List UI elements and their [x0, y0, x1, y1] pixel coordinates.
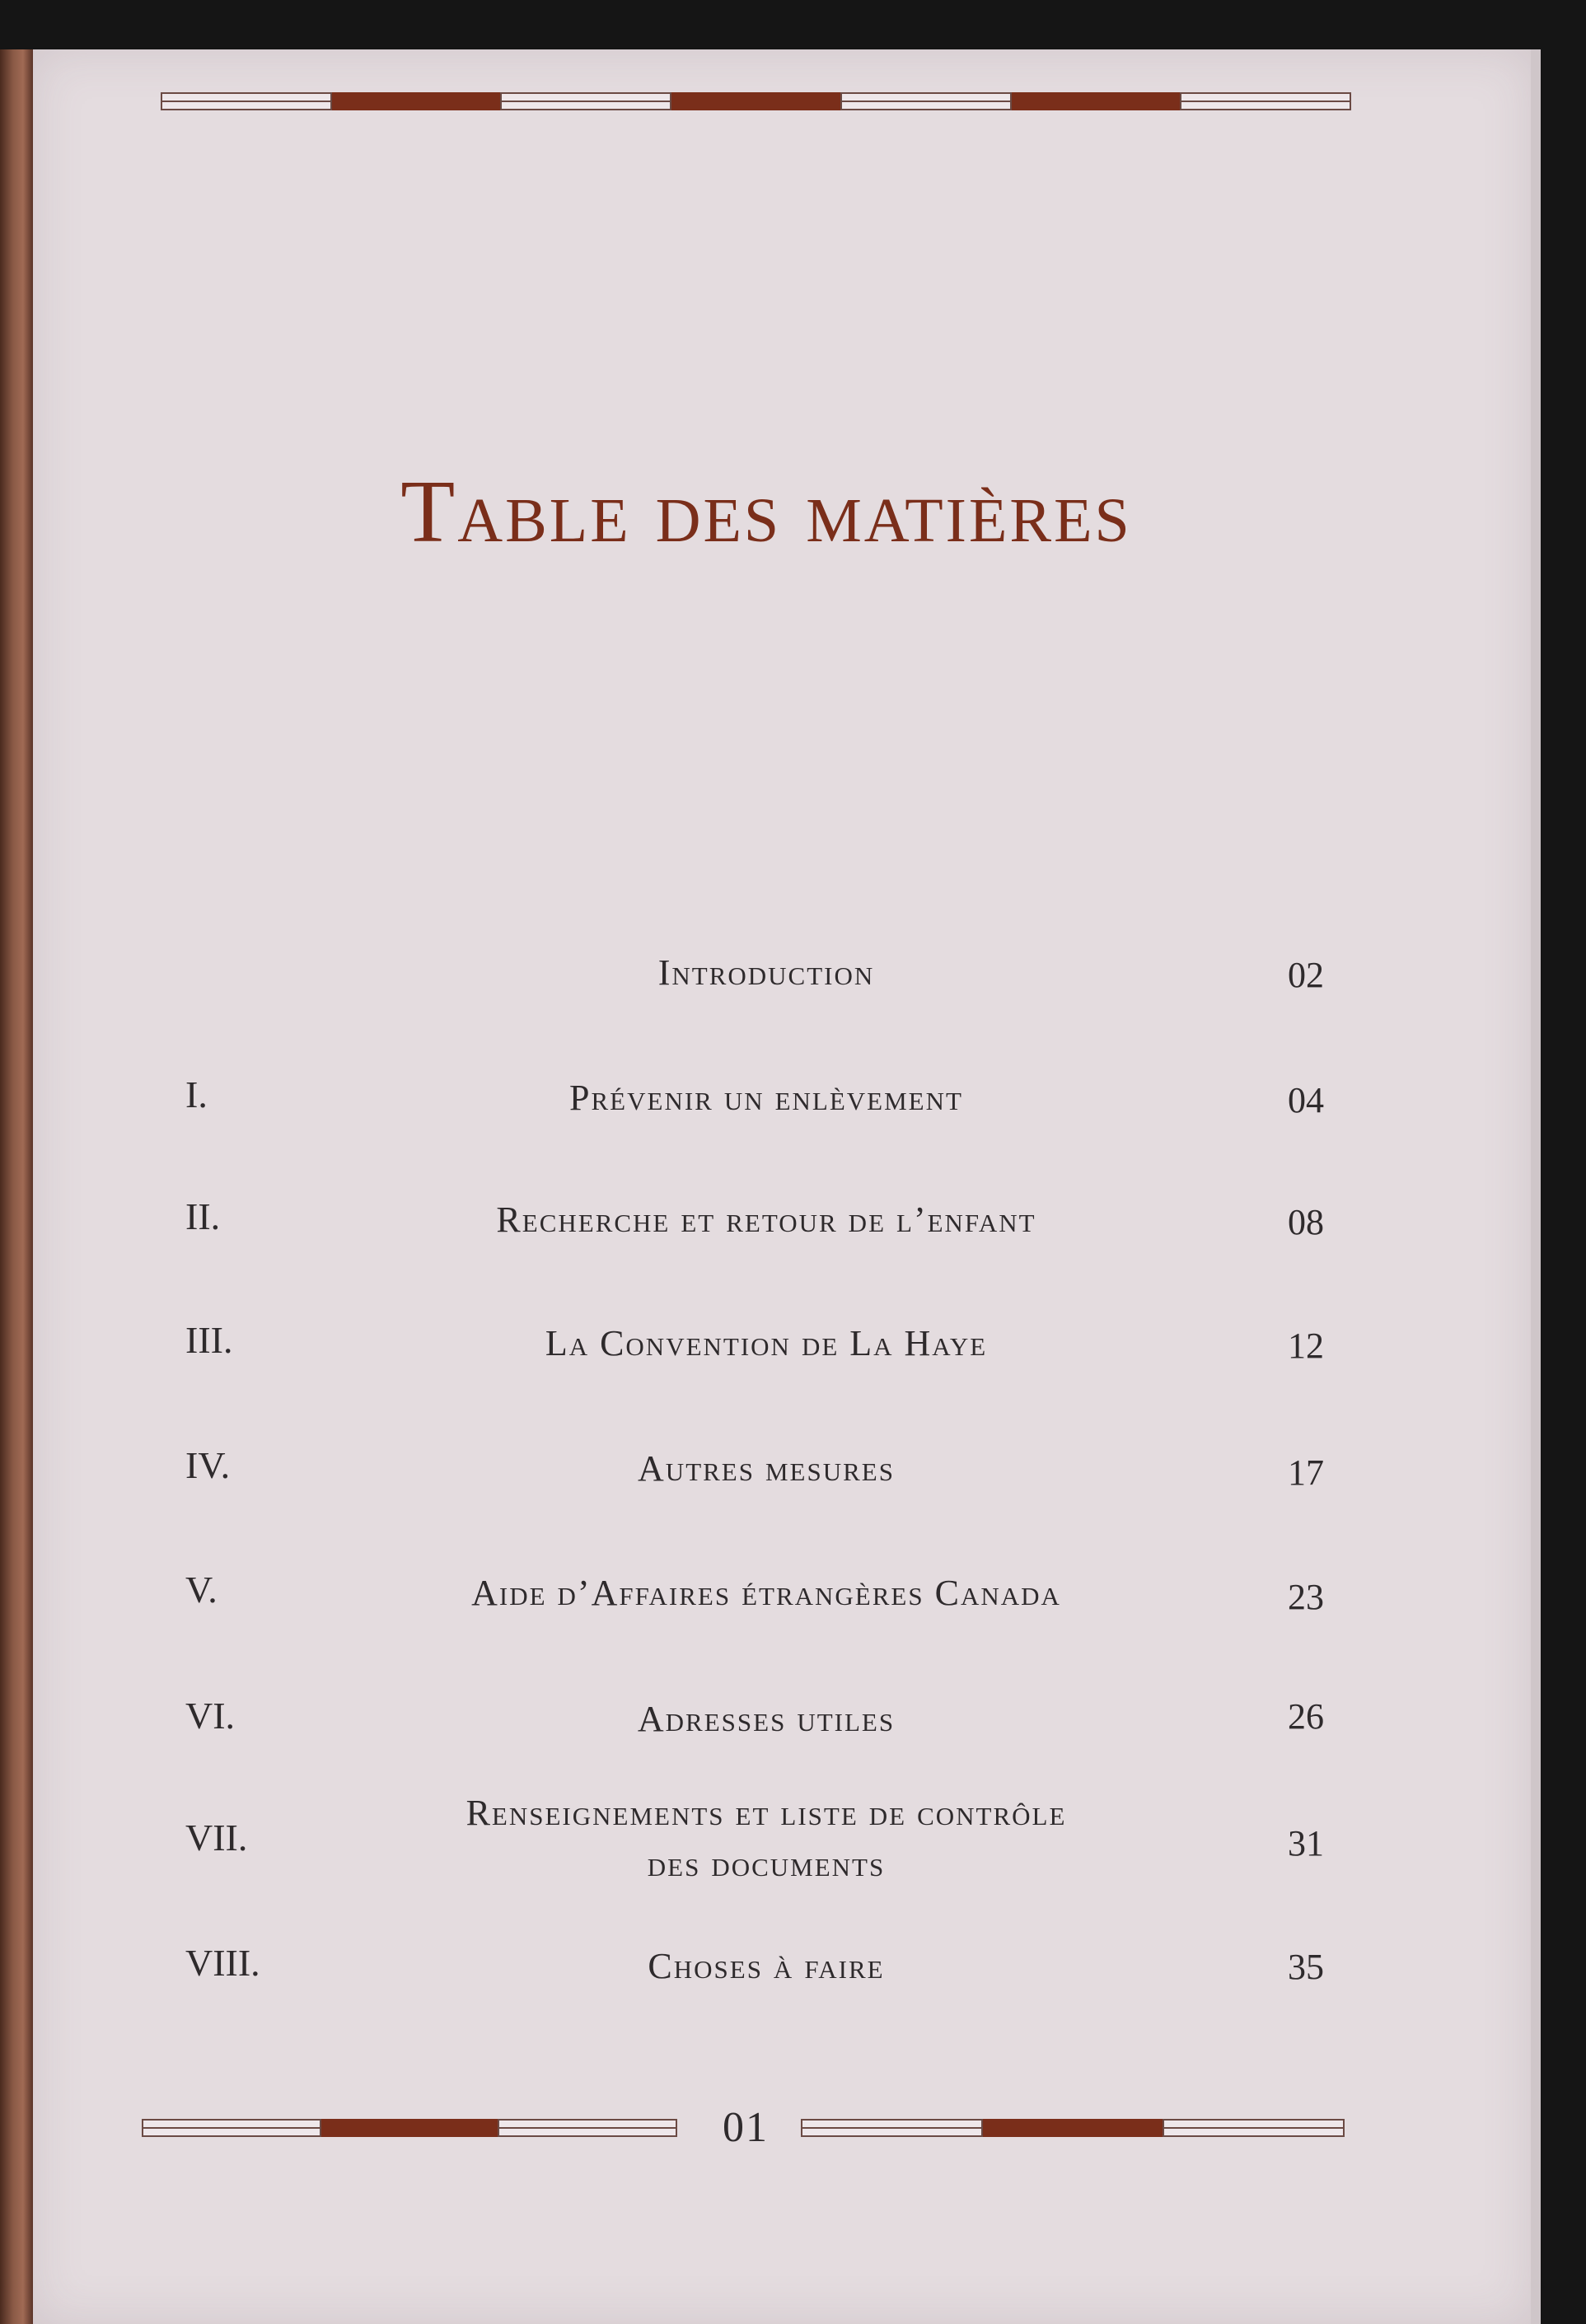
toc-entry-page: 26 [1288, 1696, 1324, 1737]
toc-entry-title: Prévenir un enlèvement [569, 1078, 963, 1118]
toc-entry-number: IV. [185, 1444, 231, 1486]
toc-entry-title: Introduction [657, 952, 875, 993]
toc-entry-number: III. [185, 1319, 233, 1361]
bottom-decorative-rule-left [142, 2119, 677, 2137]
toc-entry-title: Autres mesures [638, 1448, 895, 1489]
toc-entry-title: La Convention de La Haye [545, 1323, 988, 1363]
toc-entry-page: 17 [1288, 1452, 1324, 1493]
toc-entry-page: 31 [1288, 1823, 1324, 1863]
page-title: Table des matières [400, 463, 1132, 561]
toc-entry-number: II. [185, 1195, 221, 1237]
toc-entry-page: 04 [1288, 1080, 1324, 1120]
page-number: 01 [723, 2104, 769, 2151]
toc-entry-number: VIII. [185, 1942, 260, 1984]
toc-entry-page: 12 [1288, 1326, 1324, 1366]
toc-entry-number: V. [185, 1569, 218, 1611]
toc-entry-title: Aide d’Affaires étrangères Canada [471, 1573, 1061, 1613]
toc-entry-page: 23 [1288, 1577, 1324, 1617]
toc-entry-page: 02 [1288, 955, 1324, 995]
toc-entry-number: VI. [185, 1695, 236, 1737]
bottom-decorative-rule-right [801, 2119, 1345, 2137]
toc-entry-title: Adresses utiles [637, 1699, 896, 1739]
toc-entry-title-line-1: Renseignements et liste de contrôle [466, 1793, 1067, 1833]
toc-entry-title: Choses à faire [648, 1946, 885, 1986]
toc-entry-page: 08 [1288, 1202, 1324, 1242]
toc-entry-number: I. [185, 1073, 208, 1115]
toc-entry-title [354, 1788, 1178, 1890]
toc-entry-title: Recherche et retour de l’enfant [496, 1199, 1036, 1240]
toc-entry-number: VII. [185, 1817, 248, 1859]
toc-entry-page: 35 [1288, 1947, 1324, 1987]
toc-entry-title-line-2: des documents [647, 1844, 886, 1884]
